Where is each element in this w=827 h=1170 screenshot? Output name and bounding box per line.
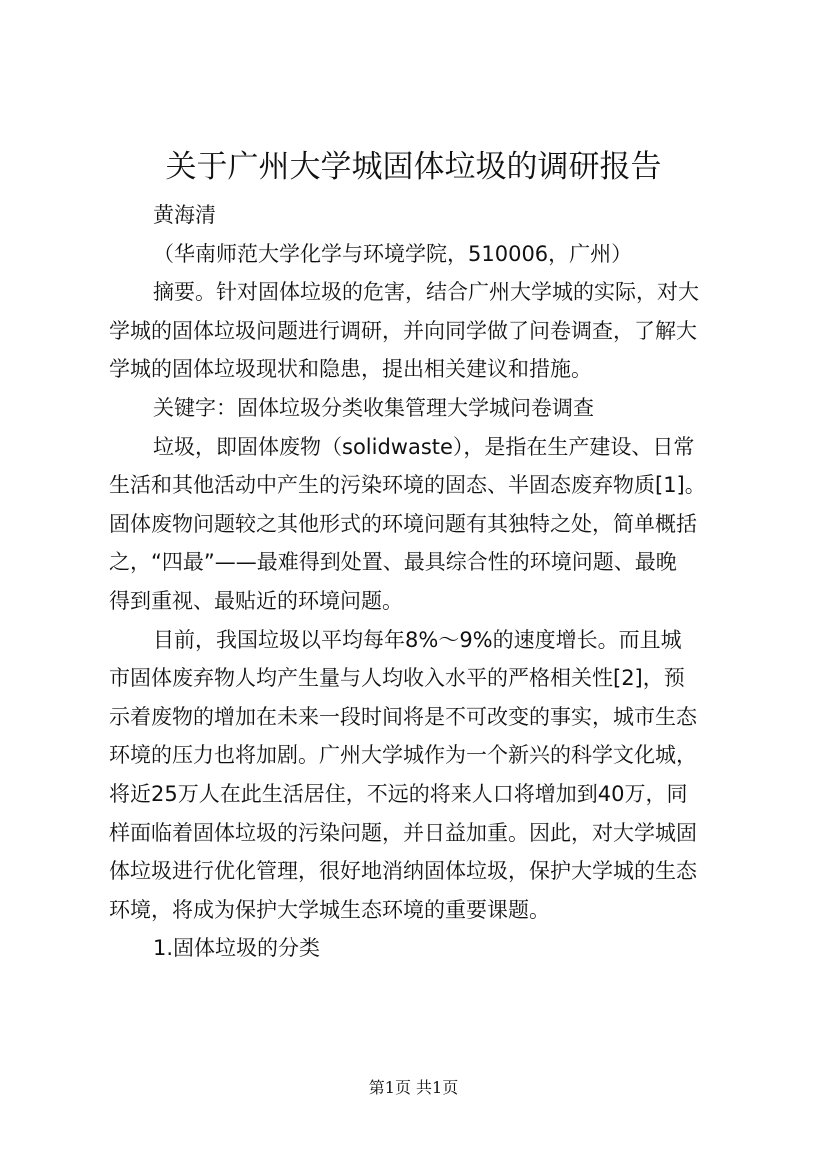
document-body [109, 196, 749, 968]
paragraph-line: 之，“四最”——最难得到处置、最具综合性的环境问题、最晚 [109, 550, 677, 575]
paragraph-line: 体垃圾进行优化管理，很好地消纳固体垃圾，保护大学城的生态 [109, 859, 697, 884]
abstract-line: 学城的固体垃圾现状和隐患，提出相关建议和措施。 [109, 357, 592, 382]
document-title: 关于广州大学城固体垃圾的调研报告 [165, 149, 662, 185]
author-name: 黄海清 [153, 203, 216, 227]
paragraph-line: 示着废物的增加在未来一段时间将是不可改变的事实，城市生态 [109, 704, 697, 729]
paragraph-line: 目前，我国垃圾以平均每年8%～9%的速度增长。而且城 [153, 627, 682, 652]
paragraph-line: 环境的压力也将加剧。广州大学城作为一个新兴的科学文化城， [109, 743, 697, 768]
paragraph-line: 固体废物问题较之其他形式的环境问题有其独特之处，简单概括 [109, 511, 697, 536]
page-footer: 第1页 共1页 [368, 1078, 459, 1097]
abstract-line: 摘要。针对固体垃圾的危害，结合广州大学城的实际，对大 [153, 280, 699, 305]
paragraph-line: 环境，将成为保护大学城生态环境的重要课题。 [109, 897, 550, 922]
section-heading: 1.固体垃圾的分类 [153, 936, 321, 961]
paragraph-line: 将近25万人在此生活居住，不远的将来人口将增加到40万，同 [109, 781, 688, 806]
author-affiliation: （华南师范大学化学与环境学院，510006，广州） [153, 241, 633, 266]
paragraph-line: 得到重视、最贴近的环境问题。 [109, 588, 403, 613]
keywords: 关键字：固体垃圾分类收集管理大学城问卷调查 [153, 395, 594, 420]
paragraph-line: 市固体废弃物人均产生量与人均收入水平的严格相关性[2]，预 [109, 666, 685, 691]
paragraph-line: 生活和其他活动中产生的污染环境的固态、半固态废弃物质[1]。 [109, 473, 706, 498]
paragraph-line: 垃圾，即固体废物（solidwaste），是指在生产建设、日常 [153, 434, 695, 459]
paragraph-line: 样面临着固体垃圾的污染问题，并日益加重。因此，对大学城固 [109, 820, 697, 845]
abstract-line: 学城的固体垃圾问题进行调研，并向同学做了问卷调查，了解大 [109, 318, 697, 343]
